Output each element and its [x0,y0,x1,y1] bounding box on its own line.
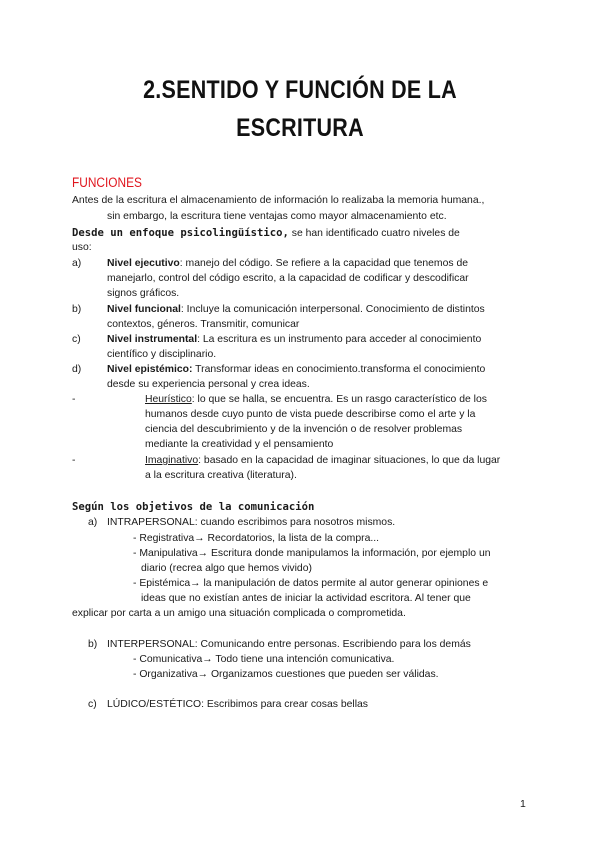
level-c-letter: c) [72,334,81,345]
level-a-letter: a) [72,258,82,269]
level-a-term: Nivel ejecutivo [107,258,180,269]
level-d-line-1 [107,363,485,377]
objective-a-letter: a) [88,517,98,528]
dash-imaginativo-line-2: a la escritura creativa (literatura). [145,470,297,481]
level-a-line-1 [107,257,468,271]
level-c-line-2: científico y disciplinario. [107,349,217,360]
level-d-letter: d) [72,364,82,375]
page-title-line-1: 2.SENTIDO Y FUNCIÓN DE LA [143,76,457,104]
objective-c-letter: c) [88,699,97,710]
level-b-text: : Incluye la comunicación interpersonal. Conocimiento de distintos [180,304,485,315]
level-c-term: Nivel instrumental [107,334,198,345]
level-c-text: : La escritura es un instrumento para acceder al conocimiento [197,334,482,345]
imaginativo-text: : basado en la capacidad de imaginar situaciones, lo que da lugar [198,455,501,466]
imaginativo-term: Imaginativo [145,455,199,466]
psico-line-2: uso: [72,242,92,253]
objectives-heading: Según los objetivos de la comunicación [72,501,315,513]
objective-a-item-1: - Registrativa→ Recordatorios, la lista de la compra... [133,533,380,544]
level-d-line-2: desde su experiencia personal y crea ideas. [107,379,310,390]
objective-a-item-3-line-1: - Epistémica→ la manipulación de datos permite al autor generar opiniones e [133,578,489,589]
page-number: 1 [520,798,526,810]
dash-heuristico-line-2: humanos desde cuyo punto de vista puede describirse como el arte y la [145,409,476,420]
dash-imaginativo-line-1 [145,454,500,468]
page-title-line-2: ESCRITURA [236,114,364,142]
psico-paragraph [72,226,460,241]
level-b-letter: b) [72,304,82,315]
objective-a-item-2-line-1: - Manipulativa→ Escritura donde manipulamos la información, por ejemplo un [133,548,491,559]
heuristico-text: : lo que se halla, se encuentra. Es un rasgo característico de los [191,394,487,405]
objective-a-item-2-line-2: diario (recrea algo que hemos vivido) [141,563,312,574]
heuristico-term: Heurístico [145,394,192,405]
objective-a-item-3-line-2: ideas que no existían antes de iniciar la actividad escritora. Al tener que [141,593,471,604]
section-heading-funciones: FUNCIONES [72,175,142,190]
level-d-term: Nivel epistémico: [107,364,193,375]
level-b-line-1 [107,303,485,317]
level-a-line-2: manejarlo, control del código escrito, a la capacidad de codificar y descodificar [107,273,469,284]
objective-a-text: INTRAPERSONAL: cuando escribimos para nosotros mismos. [107,517,396,528]
psico-lead: Desde un enfoque psicolingüístico, [72,227,289,239]
level-a-line-3: signos gráficos. [107,288,180,299]
intro-line-2: sin embargo, la escritura tiene ventajas como mayor almacenamiento etc. [107,211,447,222]
objective-b-text: INTERPERSONAL: Comunicando entre personas. Escribiendo para los demás [107,639,471,650]
level-b-line-2: contextos, géneros. Transmitir, comunicar [107,319,300,330]
intro-line-1: Antes de la escritura el almacenamiento de información lo realizaba la memoria humana., [72,195,485,206]
dash-heuristico-line-4: mediante la creatividad y el pensamiento [145,439,334,450]
level-b-term: Nivel funcional [107,304,181,315]
dash-heuristico-mark: - [72,394,76,405]
dash-imaginativo-mark: - [72,455,76,466]
dash-heuristico-line-3: ciencia del descubrimiento y de la invención o de resolver problemas [145,424,463,435]
level-a-text: : manejo del código. Se refiere a la capacidad que tenemos de [179,258,469,269]
level-c-line-1 [107,333,481,347]
level-d-text: Transformar ideas en conocimiento.transforma el conocimiento [192,364,486,375]
objective-b-item-2: - Organizativa→ Organizamos cuestiones que pueden ser válidas. [133,669,439,680]
objective-c-text: LÚDICO/ESTÉTICO: Escribimos para crear cosas bellas [107,699,368,710]
objective-b-item-1: - Comunicativa→ Todo tiene una intención comunicativa. [133,654,395,665]
objective-b-letter: b) [88,639,98,650]
objective-a-item-3-line-3: explicar por carta a un amigo una situación complicada o comprometida. [72,608,406,619]
dash-heuristico-line-1 [145,393,487,407]
psico-rest: se han identificado cuatro niveles de [288,228,460,239]
